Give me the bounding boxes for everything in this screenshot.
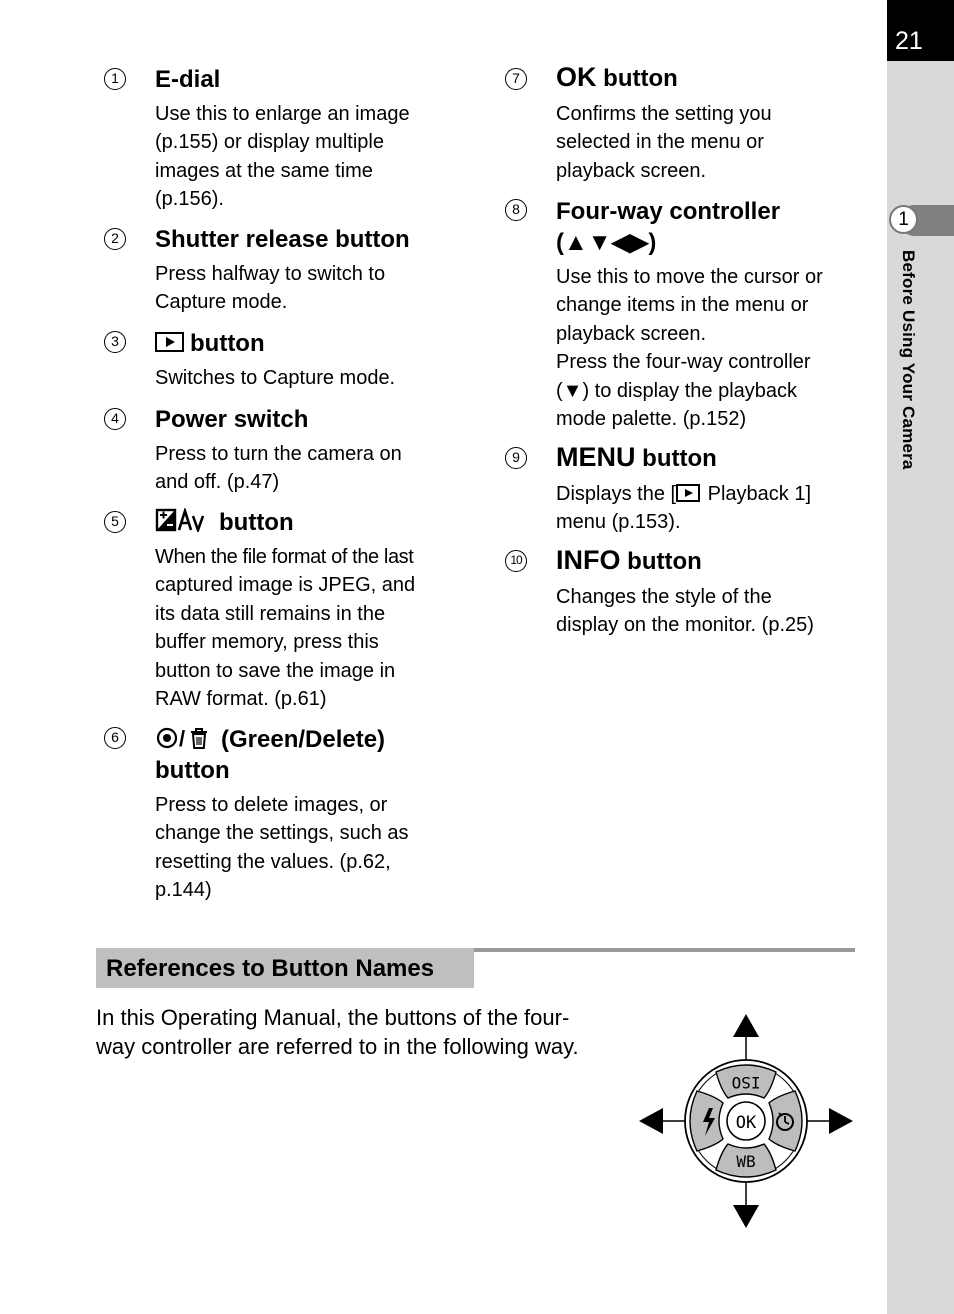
item-title-av: button [155, 507, 294, 538]
item-title-info: INFO button [556, 545, 702, 575]
arrow-right-icon [829, 1108, 853, 1134]
item-body-green-delete: Press to delete images, or change the settings, such as resetting the values. (p.62, p.144) [155, 794, 409, 902]
item-body-ok: Confirms the setting you selected in the menu or playback screen. [556, 103, 772, 182]
item-number-3: 3 [104, 331, 126, 353]
item-number-8: 8 [505, 199, 527, 221]
item-number-10: 10 [505, 550, 527, 572]
item-title-four-way-arrows: (▲▼◀▶) [556, 229, 657, 256]
playback-icon [676, 484, 700, 502]
chapter-title: Before Using Your Camera [899, 250, 918, 470]
item-title-green-delete: / (Green/Delete) [155, 724, 385, 755]
item-body-av: When the file format of the last captured image is JPEG, and its data still remains in the buffer memory, press this button to save the image in RAW format. (p.61) [155, 546, 416, 711]
svg-text:/: / [179, 726, 186, 750]
item-title-green-delete-line2: button [155, 757, 230, 784]
item-title-menu: MENU button [556, 442, 717, 472]
item-title-ok: OK button [556, 62, 678, 92]
item-number-6: 6 [104, 727, 126, 749]
item-number-1: 1 [104, 68, 126, 90]
item-body-power: Press to turn the camera on and off. (p.47) [155, 443, 402, 494]
info-symbol: INFO [556, 545, 621, 575]
item-body-shutter: Press halfway to switch to Capture mode. [155, 263, 386, 314]
page-sidebar [887, 0, 954, 1314]
item-title-e-dial: E-dial [155, 66, 221, 93]
item-title-playback: button [155, 328, 265, 359]
arrow-down-icon [733, 1205, 759, 1228]
item-number-5: 5 [104, 511, 126, 533]
item-title-shutter: Shutter release button [155, 226, 410, 253]
green-delete-icon [155, 726, 217, 750]
item-body-e-dial: Use this to enlarge an image (p.155) or display multiple images at the same time (p.156). [155, 103, 410, 211]
controller-iso-label: ISO [731, 1073, 761, 1092]
item-number-9: 9 [505, 447, 527, 469]
ok-symbol: OK [556, 62, 597, 92]
item-number-4: 4 [104, 408, 126, 430]
exposure-av-icon [155, 508, 213, 532]
section-text: In this Operating Manual, the buttons of the four- way controller are referred to in the following way. [96, 1005, 579, 1059]
item-body-playback: Switches to Capture mode. [155, 367, 396, 389]
item-number-2: 2 [104, 228, 126, 250]
item-number-7: 7 [505, 68, 527, 90]
controller-wb-label: WB [736, 1152, 756, 1171]
arrow-up-icon [733, 1014, 759, 1037]
item-title-four-way: Four-way controller [556, 198, 781, 225]
page-number: 21 [895, 27, 923, 55]
section-heading: References to Button Names [106, 955, 435, 982]
item-body-info: Changes the style of the display on the monitor. (p.25) [556, 586, 814, 637]
four-way-controller-diagram [636, 1010, 856, 1232]
menu-symbol: MENU [556, 442, 636, 472]
controller-ok-label: OK [735, 1113, 757, 1133]
item-body-menu: Displays the [ Playback 1] menu (p.153). [556, 483, 812, 534]
arrow-left-icon [639, 1108, 663, 1134]
item-body-four-way: Use this to move the cursor or change items in the menu or playback screen. Press the four-way controller (▼) to display the playback mode palette. (p.152) [556, 266, 823, 431]
chapter-number: 1 [889, 205, 918, 234]
item-title-power: Power switch [155, 406, 309, 433]
playback-icon [155, 332, 184, 352]
